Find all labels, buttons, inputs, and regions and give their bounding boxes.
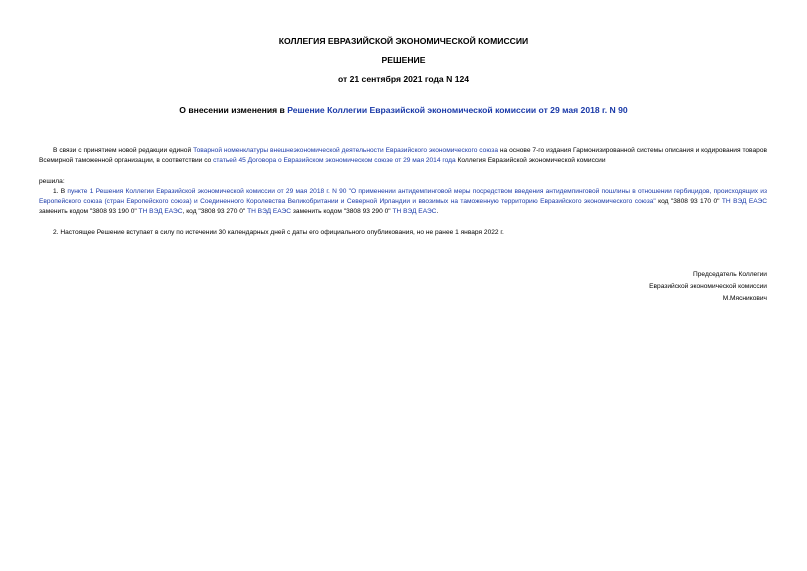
organization-title: КОЛЛЕГИЯ ЕВРАЗИЙСКОЙ ЭКОНОМИЧЕСКОЙ КОМИССИИ (278, 36, 529, 46)
subject-prefix: О внесении изменения в (179, 105, 288, 115)
signatory-position: Председатель Коллегии (693, 271, 767, 278)
tn-ved-eaes-link-3[interactable]: ТН ВЭД ЕАЭС (247, 208, 292, 215)
signature-block (649, 269, 767, 305)
document-subject (0, 105, 807, 116)
preamble-text-1: В связи с принятием новой редакции единой (53, 147, 194, 154)
signatory-name: М.Мясникович (722, 295, 767, 302)
item-1-text-5: заменить кодом "3808 93 290 0" (291, 208, 393, 215)
tn-ved-link[interactable]: Товарной номенклатуры внешнеэкономической деятельности Евразийского экономического союза (193, 147, 498, 154)
signatory-organization: Евразийской экономической комиссии (649, 283, 767, 290)
treaty-article-link[interactable]: статьей 45 Договора о Евразийском экономическом союзе от 29 мая 2014 года (213, 157, 456, 164)
item-1-text-3: заменить кодом "3808 93 190 0" (39, 208, 139, 215)
tn-ved-eaes-link-4[interactable]: ТН ВЭД ЕАЭС (392, 208, 437, 215)
decision-point-link[interactable]: пункте 1 Решения Коллегии Евразийской экономической комиссии от 29 мая 2018 г. N 90 "О применении антидемпинговой меры посредством введения антидемпинговой пошлины в отношении гербицидов, происходящих из Европейского союза (стран Европейского союза) и Соединенного Королевства Великобритании и Северной Ирландии и ввозимых на таможенную территорию Евразийского экономического союза" (39, 188, 768, 205)
preamble-text-3: Коллегия Евразийской экономической комиссии (455, 157, 606, 164)
preamble-text-2: на основе 7-го издания Гармонизированной системы описания и кодирования товаров Всемирной таможенной организации, в соответствии со (39, 147, 767, 164)
tn-ved-eaes-link-1[interactable]: ТН ВЭД ЕАЭС (721, 198, 767, 205)
resolved-label: решила: (39, 178, 65, 185)
item-1-paragraph (39, 187, 767, 217)
document-type: РЕШЕНИЕ (381, 55, 426, 65)
item-1-text-1: 1. В (53, 188, 68, 195)
preamble-paragraph (39, 146, 767, 166)
tn-ved-eaes-link-2[interactable]: ТН ВЭД ЕАЭС (138, 208, 183, 215)
subject-link[interactable]: Решение Коллегии Евразийской экономической комиссии от 29 мая 2018 г. N 90 (287, 105, 628, 115)
document-date-number: от 21 сентября 2021 года N 124 (337, 74, 470, 84)
item-2-paragraph: 2. Настоящее Решение вступает в силу по истечении 30 календарных дней с даты его официального опубликования, но не ранее 1 января 2022 г. (53, 229, 504, 236)
item-1-text-6: . (436, 208, 439, 215)
item-1-text-2: код "3808 93 170 0" (655, 198, 722, 205)
item-1-text-4: , код "3808 93 270 0" (182, 208, 248, 215)
